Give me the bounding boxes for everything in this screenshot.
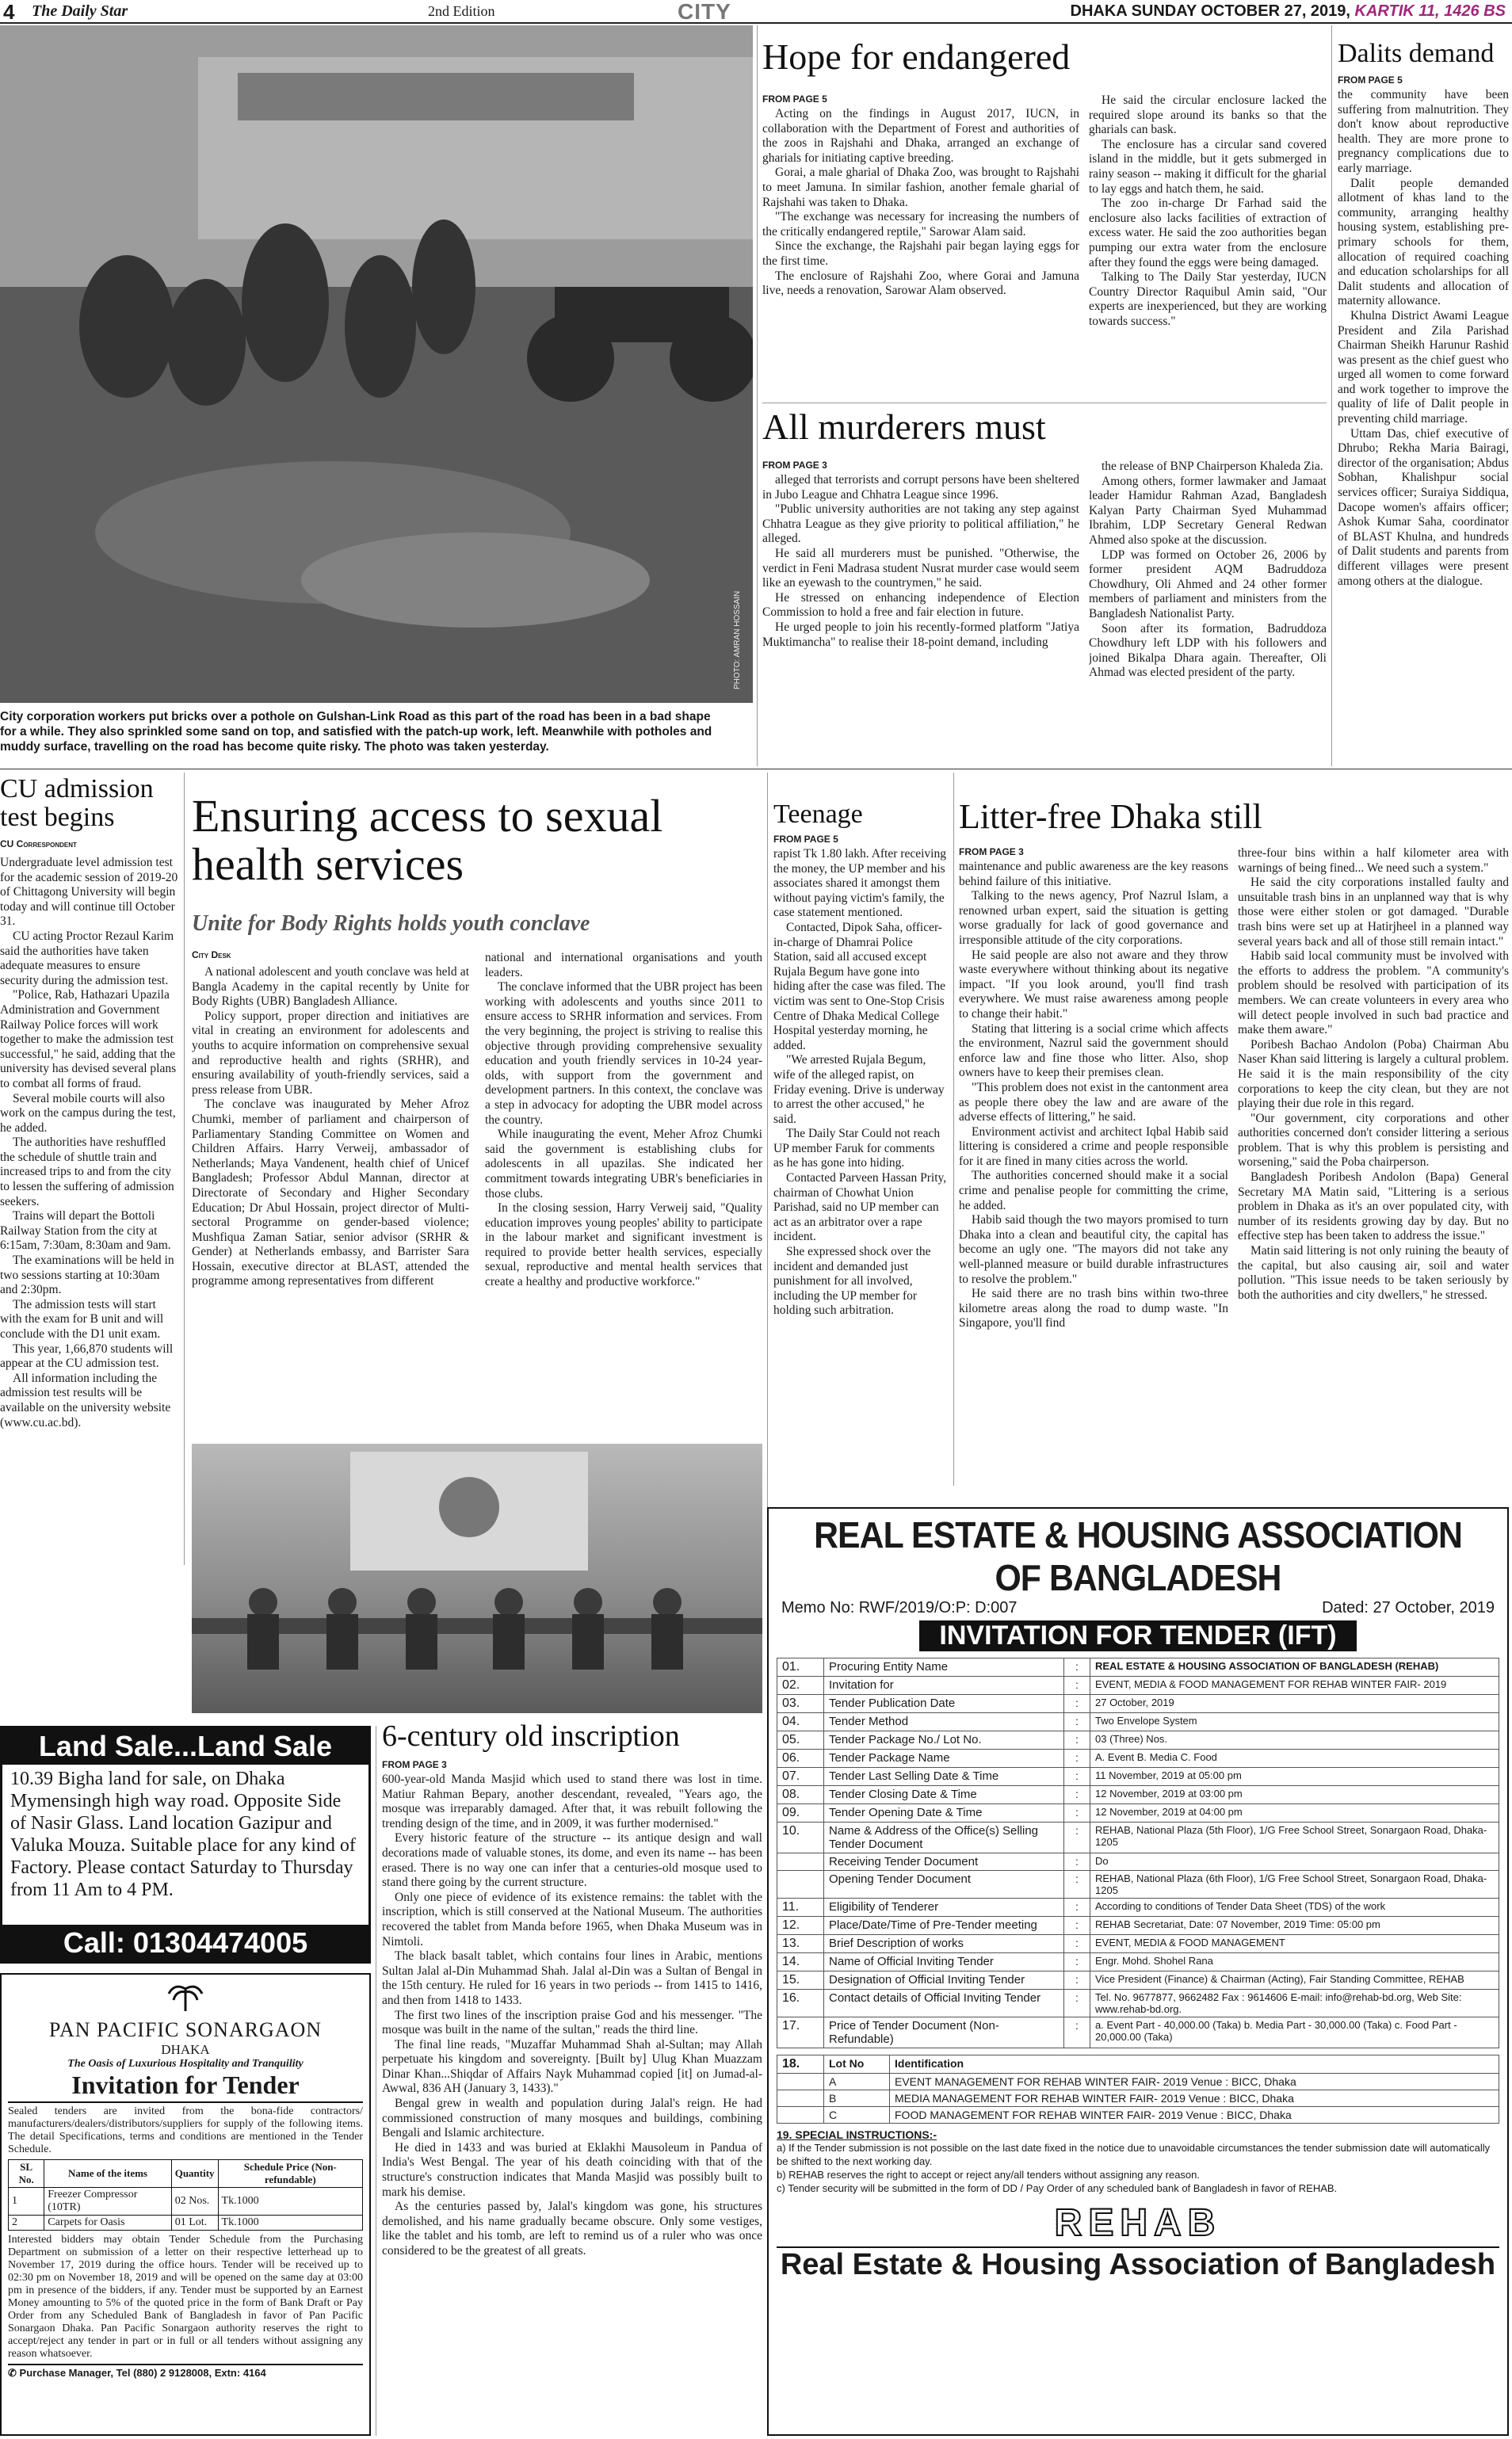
rehab-lot-table: 18. Lot No Identification A EVENT MANAGEMENT FOR REHAB WINTER FAIR- 2019 Venue : BICC, Dhaka B MEDIA MANAGEMENT FOR REHAB WINTER FAIR- 2019 Venue : BICC, Dhaka C FOOD MANAGEMENT FOR REHAB WINTER FAIR- 2019 Venue : BICC, Dhaka bbox=[777, 2055, 1499, 2124]
rehab-title: REAL ESTATE & HOUSING ASSOCIATION OF BANGLADESH bbox=[814, 1514, 1462, 1598]
pan-pacific-tender-title: Invitation for Tender bbox=[71, 2071, 300, 2099]
headline-sexual-health: Ensuring access to sexual health services bbox=[192, 790, 663, 890]
pan-pacific-intro: Sealed tenders are invited from the bona-fide contractors/ manufacturers/dealers/distributors/suppliers for supply of the following items. The detail Specifications, terms and conditions are mentioned in the Tender Schedule. bbox=[8, 2105, 363, 2155]
table-row: 15. Designation of Official Inviting Tender : Vice President (Finance) & Chairman (Acting), Fair Standing Committee, REHAB bbox=[777, 1971, 1499, 1990]
rehab-ift-banner: INVITATION FOR TENDER (IFT) bbox=[919, 1620, 1357, 1651]
conclave-photo-illustration bbox=[192, 1444, 762, 1713]
edition-label: 2nd Edition bbox=[428, 3, 495, 19]
page-header bbox=[0, 0, 1512, 24]
rehab-tender-ad bbox=[767, 1507, 1509, 2436]
photo-credit: PHOTO: AMRAN HOSSAIN bbox=[733, 590, 742, 689]
inscription-body: 600-year-old Manda Masjid which used to stand there was lost in time. Matiur Rahman Bepary, another descendant, revealed, "Years ago, the mosque was irreparably damaged. After that, it was rebuilt following the trending design of the time, and in 2009, it was further modernised." Every historic feature of the structure -- its antique design and wall decorations made of valuable stones, its dome, and even its name -- has been erased. There is no way one can infer that a centuries-old mosque used to stand there going by the current structure. Only one piece of evidence of its existence remains: the tablet with the inscription, which is still conserved at the National Museum. The authorities recovered the tablet from Manda before 1965, when Dhaka Museum was in Nimtoli. The black basalt tablet, which contains four lines in Arabic, mentions Sultan Jalal al-Din Muhammad Shah. Jalal al-Din was a Sultan of Bengal in the 15th century. He ruled for 16 years in two periods -- from 1415 to 1416, and then from 1418 to 1433. The first two lines of the inscription praise God and his messenger. "The mosque was built in the name of the sultan," reads the third line. The final line reads, "Muzaffar Muhammad Shah al-Sultan; may Allah perpetuate his kingdom and sovereignty. [Built by] Ulug Khan Muazzam Dinar Khan...Shiqdar of Affairs Nayk Muhammad copied [it] on Jumad-al-Awwal, 836 AH (January 3, 1433)." Bengal grew in wealth and population during Jalal's reign. He had commissioned construction of many mosques and buildings, combining Bengali and Islamic architecture. He died in 1433 and was buried at Eklakhi Mausoleum in Pandua of India's West Bengal. The year of his death coinciding with that of the structure's construction indicates that Manda Masjid was possibly built to mark his demise. As the centuries passed by, Jalal's kingdom was gone, his structures demolished, and his name gradually became obscure. Only some vestiges, like the tablet and his tomb, are left to remind us of a ruler who was once considered to be the greatest of all greats. bbox=[382, 1773, 762, 2258]
table-row: 13. Brief Description of works : EVENT, MEDIA & FOOD MANAGEMENT bbox=[777, 1935, 1499, 1953]
table-row: 07. Tender Last Selling Date & Time : 11 November, 2019 at 05:00 pm bbox=[777, 1768, 1499, 1786]
table-row: 01. Procuring Entity Name : REAL ESTATE & HOUSING ASSOCIATION OF BANGLADESH (REHAB) bbox=[777, 1658, 1499, 1677]
rehab-special-title: 19. SPECIAL INSTRUCTIONS:- bbox=[777, 2128, 937, 2141]
table-row: C FOOD MANAGEMENT FOR REHAB WINTER FAIR- 2019 Venue : BICC, Dhaka bbox=[777, 2107, 1499, 2124]
table-row: Receiving Tender Document : Do bbox=[777, 1853, 1499, 1871]
murderers-kicker: FROM PAGE 3 bbox=[762, 460, 827, 471]
pan-pacific-tagline: The Oasis of Luxurious Hospitality and Tranquility bbox=[67, 2058, 304, 2070]
murderers-col-1: alleged that terrorists and corrupt persons have been sheltered in Jubo League and Chhatra League since 1996. "Public university authorities are not taking any step against Chhatra League as they give priority to political affiliation," he alleged. He said all murderers must be punished. "Otherwise, the verdict in Feni Madrasa student Nusrat murder case would seem like an eyewash to the countrymen," he said. He stressed on enhancing independence of Election Commission to hold a free and fair election in future. He urged people to join his recently-formed platform "Jatiya Muktimancha" to realise their 18-point demand, including bbox=[762, 473, 1079, 649]
pan-pacific-logo-icon bbox=[8, 1979, 363, 2018]
rehab-special-list: a) If the Tender submission is not possible on the last date fixed in the notice due to unavoidable circumstances the tender submission date will automatically be shifted to the next working day. b) REHAB reserves the right to accept or reject any/all tenders without assigning any reason. c) Tender security will be submitted in the form of DD / Pay Order of any scheduled bank of Bangladesh in favor of REHAB. bbox=[777, 2142, 1491, 2194]
teenage-body: rapist Tk 1.80 lakh. After receiving the money, the UP member and his associates shared it amongst them without paying victim's family, the case statement mentioned. Contacted, Dipok Saha, officer-in-charge of Dhamrai Police Station, said all accused except Rujala Begum have gone into hiding after the case was filed. The victim was sent to One-Stop Crisis Centre of Dhaka Medical College Hospital yesterday morning, he added. "We arrested Rujala Begum, wife of the alleged rapist, on Friday evening. Drive is underway to arrest the other accused," he said. The Daily Star Could not reach UP member Faruk for comments as he has gone into hiding. Contacted Parveen Hassan Prity, chairman of Chowhat Union Parishad, said no UP member can act as an arbitrator over a rape incident. She expressed shock over the incident and demanded just punishment for all involved, including the UP member for holding such arbitration. bbox=[773, 847, 947, 1318]
murderers-col-2: the release of BNP Chairperson Khaleda Zia. Among others, former lawmaker and Jamaat leader Hamidur Rahman Azad, Bangladesh Kalyan Party Chairman Syed Muhammad Ibrahim, LDP Secretary General Redwan Ahmed also spoke at the discussion. LDP was formed on October 26, 2006 by former president AQM Badruddoza Chowdhury, Oli Ahmed and 24 other former members of parliament and ministers from the Bangladesh Nationalist Party. Soon after its formation, Badruddoza Chowdhury left LDP with his followers and joined Bikalpa Dhara again. Thereafter, Oli Ahmad was elected president of the party. bbox=[1089, 460, 1327, 680]
headline-murderers: All murderers must bbox=[762, 406, 1046, 447]
land-sale-ad bbox=[0, 1726, 371, 1964]
table-row: 16. Contact details of Official Inviting Tender : Tel. No. 9677877, 9662482 Fax : 9614606 E-mail: info@rehab-bd.org, Web Site: www.rehab-bd.org. bbox=[777, 1990, 1499, 2017]
rehab-memo: Memo No: RWF/2019/O:P: D:007 bbox=[781, 1599, 1018, 1616]
pan-pacific-items-table: SL No. Name of the items Quantity Schedule Price (Non-refundable) 1 Freezer Compressor (10TR) 02 Nos. Tk.1000 2 Carpets for Oasis 01 Lot. Tk.1000 bbox=[8, 2159, 363, 2231]
cu-byline: CU Correspondent bbox=[0, 838, 77, 849]
masthead: The Daily Star bbox=[32, 2, 128, 20]
inscription-kicker: FROM PAGE 3 bbox=[382, 1759, 447, 1770]
hope-kicker: FROM PAGE 5 bbox=[762, 94, 827, 105]
page-number: 4 bbox=[3, 0, 15, 24]
table-row: 02. Invitation for : EVENT, MEDIA & FOOD MANAGEMENT FOR REHAB WINTER FAIR- 2019 bbox=[777, 1677, 1499, 1695]
litter-col-2: three-four bins within a half kilometer area with warnings of being fined... We need such a system." He said the city corporations installed faulty and unsuitable trash bins in an unplanned way that is why those were either stolen or got damaged. "Durable trash bins were set up at Hatirjheel in a planned way several years back and all of those still remain intact." Habib said local community must be involved with the efforts to address the problem. "A community's problem should be resolved with participation of its members. We can create volunteers in every area who will detect people involved in such bad practice and make them aware." Poribesh Bachao Andolon (Poba) Chairman Abu Naser Khan said littering is largely a cultural problem. He said it is the main responsibility of the city corporations to keep the city clean, but they are not playing their due role in this regard. "Our government, city corporations and other authorities concerned don't consider littering a serious problem. That is why this problem is persisting and worsening," said the Poba chairperson. Bangladesh Poribesh Andolon (Bapa) General Secretary MA Matin said, "Littering is a serious problem in Dhaka as it's an over populated city, with number of its residents growing day by day. But no effective step has been taken to address the issue." Matin said littering is not only ruining the beauty of the capital, but also causing air, soil and water pollution. "This issue needs to be taken seriously by both the authorities and city dwellers," he stressed. bbox=[1238, 846, 1509, 1302]
cu-body: Undergraduate level admission test for the academic session of 2019-20 of Chittagong University will begin today and will continue till October 31. CU acting Proctor Rezaul Karim said the authorities have taken adequate measures to ensure security during the admission test. "Police, Rab, Hathazari Upazila Administration and Government Railway Police forces will work together to make the admission test successful," he said, adding that the university has devised several plans to combat all forms of fraud. Several mobile courts will also work on the campus during the test, he added. The authorities have reshuffled the schedule of shuttle train and increased trips to and from the city to lessen the suffering of admission seekers. Trains will depart the Bottoli Railway Station from the city at 6:15am, 7:30am, 8:30am and 9am. The examinations will be held in two sessions starting at 10:30am and 2:30pm. The admission tests will start with the exam for B unit and will conclude with the D1 unit exam. This year, 1,66,870 students will appear at the CU admission test. All information including the admission test results will be available on the university website (www.cu.ac.bd). bbox=[0, 856, 178, 1429]
table-row: 1 Freezer Compressor (10TR) 02 Nos. Tk.1000 bbox=[9, 2188, 363, 2216]
litter-col-1: maintenance and public awareness are the key reasons behind failure of this initiative. Talking to the news agency, Prof Nazrul Islam, a renowned urban expert, said the situation is getting worse gradually for lack of good governance and irresponsible attitude of the city corporations. He said people are also not aware and they throw waste everywhere without thinking about its negative impact. "If you look around, you'll find trash everywhere. We must raise awareness among people to change their habit." Stating that littering is a social crime which affects the environment, Nazrul said the government should enforce law and fine those who litter. Also, shop owners have to keep their premises clean. "This problem does not exist in the cantonment area as people there obey the law and are aware of the adverse effects of littering," he said. Environment activist and architect Iqbal Habib said littering is considered a crime and people responsible for it are fined in many cities across the world. The authorities concerned should make it a social crime and penalise people for committing the crime, he added. Habib said though the two mayors promised to turn Dhaka into a clean and beautiful city, the capital has become an ugly one. "The mayors did not take any well-planned measure or build durable infrastructures to resolve the problem." He said there are no trash bins within two-three kilometre areas along the road to dump waste. "In Singapore, you'll find bbox=[959, 860, 1228, 1330]
pan-pacific-ad bbox=[0, 1973, 371, 2436]
road-photo-illustration bbox=[0, 25, 753, 703]
litter-kicker: FROM PAGE 3 bbox=[959, 846, 1024, 857]
table-row: B MEDIA MANAGEMENT FOR REHAB WINTER FAIR- 2019 Venue : BICC, Dhaka bbox=[777, 2090, 1499, 2107]
pan-pacific-name: PAN PACIFIC SONARGAON bbox=[48, 2018, 323, 2041]
rehab-date: Dated: 27 October, 2019 bbox=[1322, 1599, 1495, 1616]
sexual-col-2: national and international organisations and youth leaders. The conclave informed that the UBR project has been working with adolescents and youths since 2011 to ensure access to SRHR information and services. From the very beginning, the project is striving to realise this objective through providing comprehensive sexuality education and youth friendly services in 10-24 year-olds, with support from the government and development partners. In this context, the conclave was a step in advocacy for adopting the UBR model across the country. While inaugurating the event, Meher Afroz Chumki said the government is establishing clubs for adolescents in all upazilas. She indicated her commitment towards integrating UBR's beneficiaries in those clubs. In the closing session, Harry Verweij said, "Quality education improves young peoples' ability to participate in the labour market and significant investment is required to provide better health services, especially sexual, reproductive and mental health services that create a healthy and productive workforce." bbox=[485, 951, 762, 1289]
table-row: 09. Tender Opening Date & Time : 12 November, 2019 at 04:00 pm bbox=[777, 1804, 1499, 1823]
road-photo bbox=[0, 25, 753, 703]
dateline: DHAKA SUNDAY OCTOBER 27, 2019, KARTIK 11, 1426 BS bbox=[1070, 2, 1506, 20]
pan-pacific-city: DHAKA bbox=[161, 2042, 210, 2057]
table-row: 17. Price of Tender Document (Non-Refundable) : a. Event Part - 40,000.00 (Taka) b. Media Part - 30,000.00 (Taka) c. Food Part - 20,000.00 (Taka) bbox=[777, 2017, 1499, 2048]
pan-pacific-body: Interested bidders may obtain Tender Schedule from the Purchasing Department on submission of a letter on their respective letterhead up to November 17, 2019 during the office hours. Tender will be received up to 02:30 pm on November 18, 2019 and will be opened on the same day at 03:00 pm in presence of the bidders, if any. Tender must be supported by an Earnest Money amounting to 5% of the quoted price in the form of Bank Draft or Pay Order from any Scheduled Bank of Bangladesh in favor of Pan Pacific Sonargaon Dhaka. Pan Pacific Sonargaon authority reserves the right to accept/reject any tender in part or in full or all tenders without assigning any reason whatsoever. bbox=[8, 2234, 363, 2360]
table-row: 11. Eligibility of Tenderer : According to conditions of Tender Data Sheet (TDS) of the work bbox=[777, 1899, 1499, 1917]
table-row: 04. Tender Method : Two Envelope System bbox=[777, 1713, 1499, 1731]
headline-litter: Litter-free Dhaka still bbox=[959, 797, 1262, 836]
land-sale-body: 10.39 Bigha land for sale, on Dhaka Mymensingh high way road. Opposite Side of Nasir Glass. Land location Gazipur and Valuka Mouza. Suitable place for any kind of Factory. Please contact Saturday to Thursday from 11 Am to 4 PM. bbox=[10, 1769, 356, 1900]
land-sale-title: Land Sale...Land Sale bbox=[2, 1728, 368, 1765]
rehab-memo-row bbox=[781, 1599, 1495, 1617]
pan-pacific-footer: ✆ Purchase Manager, Tel (880) 2 9128008, Extn: 4164 bbox=[8, 2364, 363, 2380]
rehab-tender-table bbox=[777, 1658, 1499, 2048]
rehab-footer: Real Estate & Housing Association of Bangladesh bbox=[777, 2246, 1499, 2282]
headline-dalits: Dalits demand bbox=[1338, 39, 1495, 68]
headline-hope: Hope for endangered bbox=[762, 36, 1071, 77]
hope-col-1: Acting on the findings in August 2017, IUCN, in collaboration with the Department of Forest and authorities of the zoos in Rajshahi and Dhaka, arranged an exchange of gharials for initiating captive breeding. Gorai, a male gharial of Dhaka Zoo, was brought to Rajshahi to meet Jamuna. In similar fashion, another female gharial of Rajshahi was taken to Dhaka. "The exchange was necessary for increasing the numbers of the critically endangered reptile," Sarowar Alam said. Since the exchange, the Rajshahi pair began laying eggs for the first time. The enclosure of Rajshahi Zoo, where Gorai and Jamuna live, needs a renovation, Sarowar Alam observed. bbox=[762, 107, 1079, 298]
table-row: 05. Tender Package No./ Lot No. : 03 (Three) Nos. bbox=[777, 1731, 1499, 1750]
land-sale-phone: Call: 01304474005 bbox=[2, 1925, 368, 1961]
headline-cu: CU admission test begins bbox=[0, 774, 154, 832]
teenage-kicker: FROM PAGE 5 bbox=[773, 834, 838, 845]
dalits-body: the community have been suffering from malnutrition. They don't know about reproductive health. They are more prone to pregnancy complications due to early marriage. Dalit people demanded allotment of khas land to the community, arranging healthy housing system, establishing pre-primary schools for them, allocation of required coaching and education scholarships for all Dalit students and allocation of maternity allowance. Khulna District Awami League President and Zila Parishad Chairman Sheikh Harunur Rashid was present as the chief guest who urged all women to come forward and work together to improve the quality of life of Dalit people in preventing child marriage. Uttam Das, chief executive of Dhrubo; Rekha Maria Bairagi, director of the organisation; Abdus Sobhan, Khalishpur social services officer; Suraiya Siddiqua, Dacope women's affairs officer; Ashok Kumar Saha, coordinator of BLAST Khulna, and hundreds of Dalit students and parents from different villages were present among others at the dialogue. bbox=[1338, 88, 1509, 588]
section-name: CITY bbox=[678, 0, 731, 24]
table-row: 08. Tender Closing Date & Time : 12 November, 2019 at 03:00 pm bbox=[777, 1786, 1499, 1804]
sexual-byline: City Desk bbox=[192, 949, 231, 960]
table-row: 12. Place/Date/Time of Pre-Tender meeting : REHAB Secretariat, Date: 07 November, 2019 Time: 05:00 pm bbox=[777, 1917, 1499, 1935]
bangla-date: KARTIK 11, 1426 BS bbox=[1354, 2, 1506, 20]
rehab-logo: REHAB bbox=[777, 2201, 1499, 2245]
table-row: 2 Carpets for Oasis 01 Lot. Tk.1000 bbox=[9, 2216, 363, 2231]
table-row: A EVENT MANAGEMENT FOR REHAB WINTER FAIR- 2019 Venue : BICC, Dhaka bbox=[777, 2074, 1499, 2090]
sexual-col-1: A national adolescent and youth conclave was held at Bangla Academy in the capital recently by Unite for Body Rights (UBR) Bangladesh Alliance. Policy support, proper direction and initiatives are vital in creating an environment for adolescents and youths to acquire information on comprehensive sexual and reproductive health and rights (SRHR), and ensuring availability of youth-friendly services, said a press release from UBR. The conclave was inaugurated by Meher Afroz Chumki, member of parliament and chairperson of Parliamentary Standing Committee on Women and Children Affairs. Harry Verweij, ambassador of Netherlands; Maya Vandenent, health chief of Unicef Bangladesh; Professor Abdul Mannan, director at Directorate of Secondary and Higher Secondary Education; Dr Abul Hossain, project director of Multi-sectoral Programme on gender-based violence; Mushfiqua Zaman Satiar, senior advisor (SRHR & Gender) at Netherlands embassy, and Barrister Sara Hossain, executive director at BLAST, attended the programme among representatives from different bbox=[192, 965, 469, 1288]
table-row: Opening Tender Document : REHAB, National Plaza (6th Floor), 1/G Free School Street, Sonargaon Road, Dhaka-1205 bbox=[777, 1871, 1499, 1899]
table-row: 10. Name & Address of the Office(s) Selling Tender Document : REHAB, National Plaza (5th Floor), 1/G Free School Street, Sonargaon Road, Dhaka-1205 bbox=[777, 1823, 1499, 1853]
table-row: 06. Tender Package Name : A. Event B. Media C. Food bbox=[777, 1750, 1499, 1768]
table-row: 14. Name of Official Inviting Tender : Engr. Mohd. Shohel Rana bbox=[777, 1953, 1499, 1971]
phone-icon: ✆ bbox=[8, 2367, 17, 2379]
dalits-kicker: FROM PAGE 5 bbox=[1338, 74, 1403, 86]
headline-teenage: Teenage bbox=[773, 800, 863, 829]
conclave-photo bbox=[192, 1444, 762, 1713]
photo-caption: City corporation workers put bricks over a pothole on Gulshan-Link Road as this part of the road has been in a bad shape for a while. They also sprinkled some sand on top, and satisfied with the patch-up work, left. Meanwhile with potholes and muddy surface, travelling on the road has become quite risky. The photo was taken yesterday. bbox=[0, 710, 712, 754]
sexual-subhead: Unite for Body Rights holds youth conclave bbox=[192, 911, 590, 936]
table-row: 03. Tender Publication Date : 27 October, 2019 bbox=[777, 1695, 1499, 1713]
hope-col-2: He said the circular enclosure lacked the required slope around its banks so that the gharials can bask. The enclosure has a circular sand covered island in the middle, but it gets submerged in rainy season -- making it difficult for the gharial to lay eggs and hatch them, he said. The zoo in-charge Dr Farhad said the enclosure also lacks facilities of extraction of excess water. He said the zoo authorities began pumping our extra water from the enclosure after they found the eggs were being damaged. Talking to The Daily Star yesterday, IUCN Country Director Raquibul Amin said, "Our experts are inexperienced, but they are working towards success." bbox=[1089, 94, 1327, 328]
headline-inscription: 6-century old inscription bbox=[382, 1720, 680, 1753]
